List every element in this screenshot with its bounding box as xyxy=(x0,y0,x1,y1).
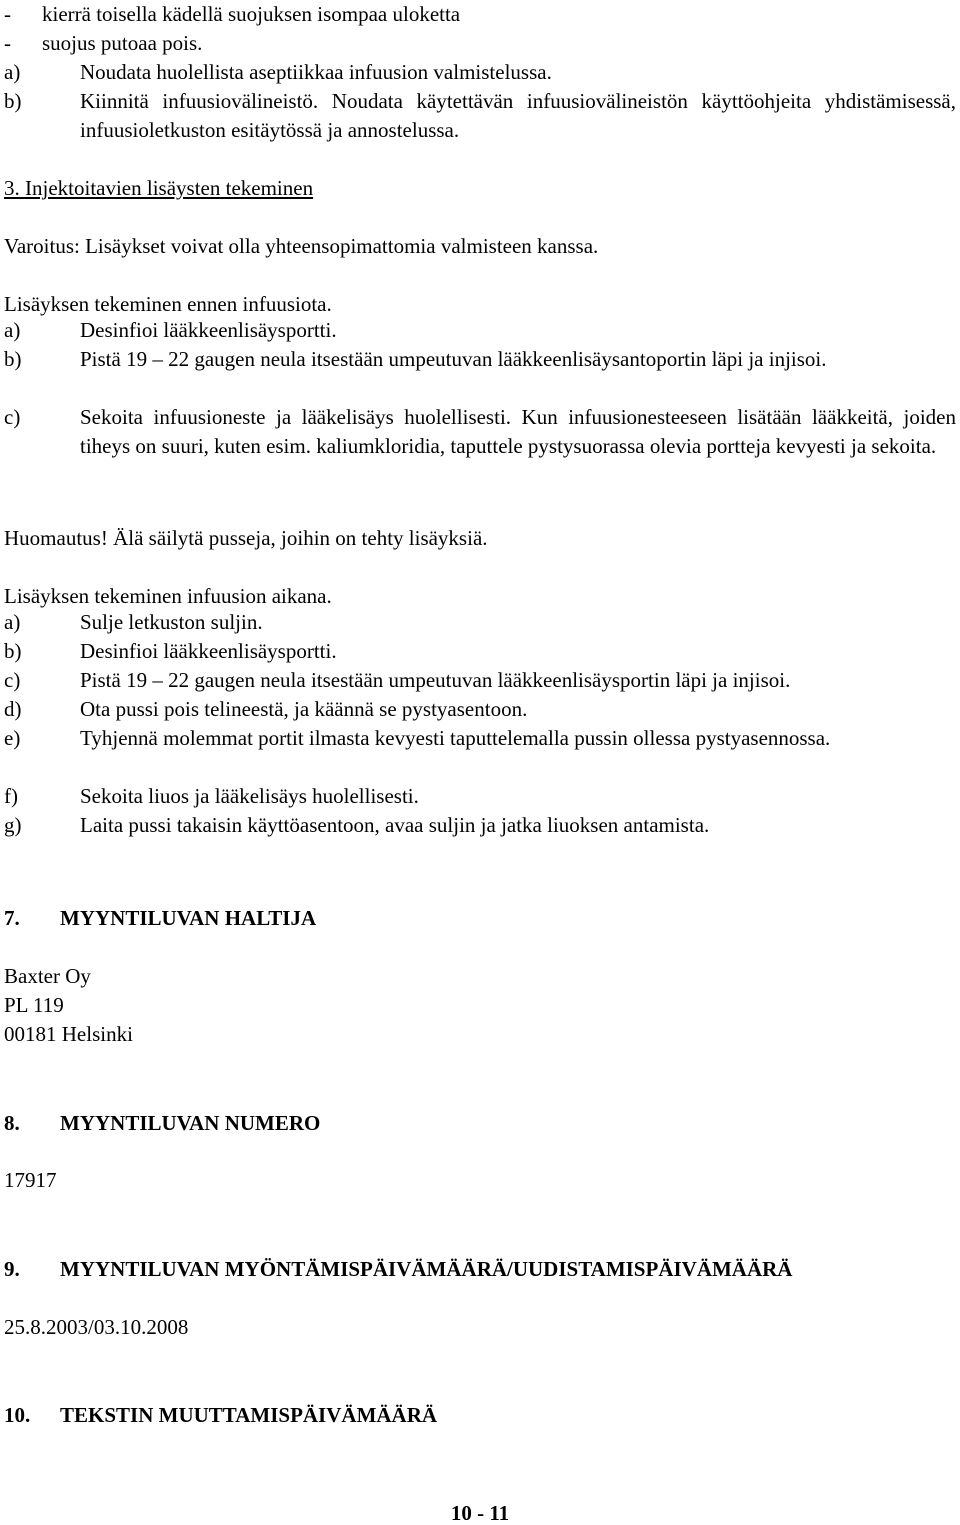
section-heading-9 xyxy=(4,1259,792,1280)
section-heading-text: TEKSTIN MUUTTAMISPÄIVÄMÄÄRÄ xyxy=(60,1403,438,1427)
page-number: 10 - 11 xyxy=(450,1501,510,1525)
list-item xyxy=(4,58,956,87)
list-item-label: b) xyxy=(4,347,22,371)
list-item-label: c) xyxy=(4,668,21,692)
note-text: Huomautus! Älä säilytä pusseja, joihin on tehty lisäyksiä. xyxy=(4,526,488,550)
list-item-text: Sekoita infuusioneste ja lääkelisäys huolellisesti. Kun infuusionesteeseen lisätään lääkkeitä, joiden tiheys on suuri, kuten esim. kaliumkloridia, taputtele pystysuorassa olevia portteja kevyesti ja sekoita. xyxy=(80,405,956,458)
section-heading-text: MYYNTILUVAN MYÖNTÄMISPÄIVÄMÄÄRÄ/UUDISTAMISPÄIVÄMÄÄRÄ xyxy=(60,1257,793,1281)
list-item-text: Noudata huolellista aseptiikkaa infuusion valmistelussa. xyxy=(80,60,552,84)
list-item-text: suojus putoaa pois. xyxy=(42,31,203,55)
list-item xyxy=(4,316,956,345)
list-item-text: Laita pussi takaisin käyttöasentoon, avaa suljin ja jatka liuoksen antamista. xyxy=(80,813,710,837)
list-item xyxy=(4,637,956,666)
dash-marker: - xyxy=(4,31,11,55)
list-item-label: c) xyxy=(4,405,21,429)
list-item-label: a) xyxy=(4,318,21,342)
list-item-text: Sekoita liuos ja lääkelisäys huolellisesti. xyxy=(80,784,419,808)
dash-marker: - xyxy=(4,2,11,26)
list-item-text: Pistä 19 – 22 gaugen neula itsestään umpeutuvan lääkkeenlisäysportin läpi ja injisoi. xyxy=(80,668,791,692)
list-item xyxy=(4,0,956,29)
section-heading-text: MYYNTILUVAN HALTIJA xyxy=(60,906,317,930)
section-number: 8. xyxy=(4,1111,20,1135)
section-number: 9. xyxy=(4,1257,20,1281)
list-item xyxy=(4,608,956,637)
section-heading-10 xyxy=(4,1405,437,1426)
list-item-text: Ota pussi pois telineestä, ja käännä se pystyasentoon. xyxy=(80,697,528,721)
list-item xyxy=(4,29,956,58)
authorization-date: 25.8.2003/03.10.2008 xyxy=(4,1315,189,1339)
section-number: 10. xyxy=(4,1403,31,1427)
list-item xyxy=(4,403,956,461)
list-item xyxy=(4,782,956,811)
list-item xyxy=(4,695,956,724)
section-heading-text: MYYNTILUVAN NUMERO xyxy=(60,1111,321,1135)
list-item xyxy=(4,345,956,374)
section-number: 7. xyxy=(4,906,20,930)
list-item-text: kierrä toisella kädellä suojuksen isompaa uloketta xyxy=(42,2,461,26)
address-line: PL 119 xyxy=(4,993,64,1017)
warning-text: Varoitus: Lisäykset voivat olla yhteensopimattomia valmisteen kanssa. xyxy=(4,234,599,258)
address-line: 00181 Helsinki xyxy=(4,1022,133,1046)
list-item-label: a) xyxy=(4,60,21,84)
list-item-label: d) xyxy=(4,697,22,721)
section-title: 3. Injektoitavien lisäysten tekeminen xyxy=(4,176,314,200)
list-item-label: b) xyxy=(4,89,22,113)
list-item-text: Desinfioi lääkkeenlisäysportti. xyxy=(80,318,337,342)
section-heading-8 xyxy=(4,1113,320,1134)
list-item-label: g) xyxy=(4,813,22,837)
section-heading-7 xyxy=(4,908,316,929)
list-item-label: f) xyxy=(4,784,18,808)
list-item xyxy=(4,666,956,695)
list-item-text: Desinfioi lääkkeenlisäysportti. xyxy=(80,639,337,663)
list-item-text: Pistä 19 – 22 gaugen neula itsestään umpeutuvan lääkkeenlisäysantoportin läpi ja injisoi. xyxy=(80,347,827,371)
subsection-title: Lisäyksen tekeminen infuusion aikana. xyxy=(4,584,332,608)
list-item xyxy=(4,811,956,840)
subsection-title: Lisäyksen tekeminen ennen infuusiota. xyxy=(4,292,332,316)
list-item xyxy=(4,724,956,753)
list-item-label: e) xyxy=(4,726,21,750)
authorization-number: 17917 xyxy=(4,1168,57,1192)
list-item-text: Tyhjennä molemmat portit ilmasta kevyesti taputtelemalla pussin ollessa pystyasennossa. xyxy=(80,726,831,750)
address-line: Baxter Oy xyxy=(4,964,91,988)
list-item-label: a) xyxy=(4,610,21,634)
list-item-label: b) xyxy=(4,639,22,663)
list-item xyxy=(4,87,956,145)
list-item-text: Kiinnitä infuusiovälineistö. Noudata käytettävän infuusiovälineistön käyttöohjeita yhdistämisessä, infuusioletkuston esitäytössä ja annostelussa. xyxy=(80,89,956,142)
list-item-text: Sulje letkuston suljin. xyxy=(80,610,263,634)
